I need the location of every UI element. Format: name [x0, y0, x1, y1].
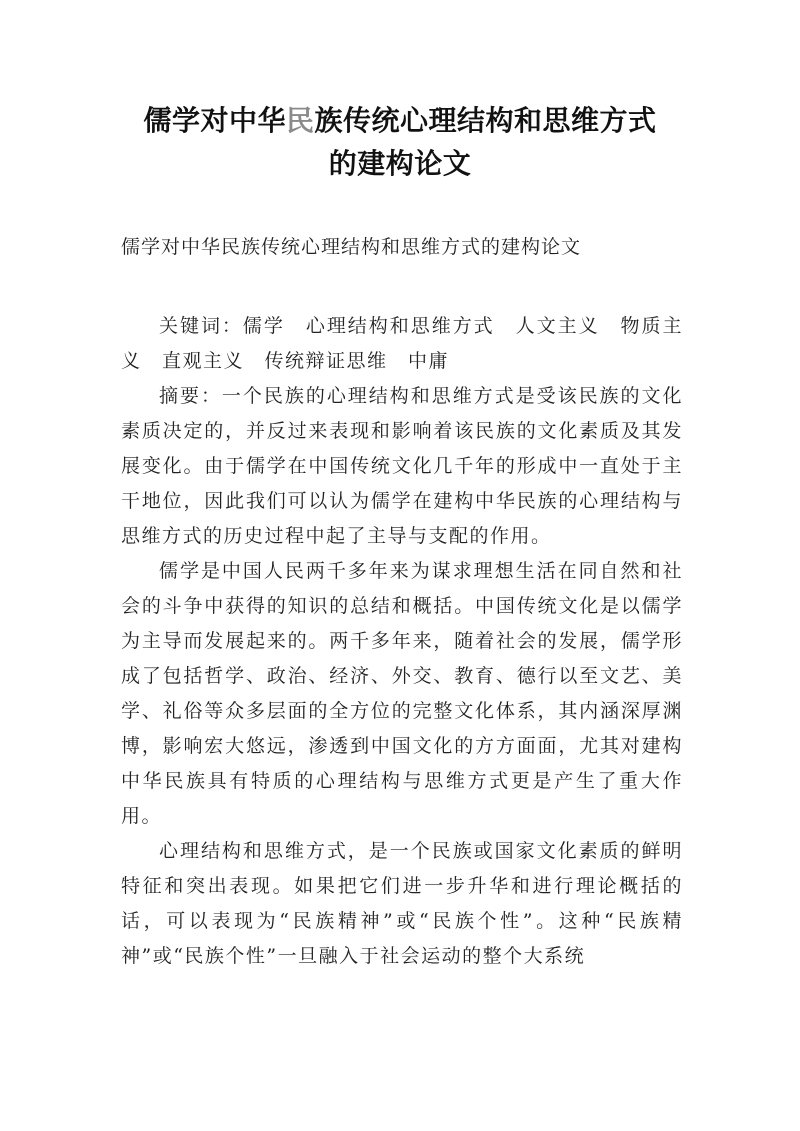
document-subtitle: 儒学对中华民族传统心理结构和思维方式的建构论文	[121, 236, 582, 258]
body-paragraph-2: 心理结构和思维方式，是一个民族或国家文化素质的鲜明特征和突出表现。如果把它们进一步升华和进行理论概括的话，可以表现为“民族精神”或“民族个性”。这种“民族精神”或“民族个性”一旦融入于社会运动的整个大系统	[121, 840, 683, 967]
title-highlighted-char: 民	[285, 104, 315, 137]
document-body	[121, 309, 683, 974]
title-text-end: 族传统心理结构和思维方式	[314, 104, 657, 137]
title-text-start: 儒学对中华	[143, 104, 286, 137]
body-paragraph-1: 儒学是中国人民两千多年来为谋求理想生活在同自然和社会的斗争中获得的知识的总结和概括。中国传统文化是以儒学为主导而发展起来的。两千多年来，随着社会的发展，儒学形成了包括哲学、政治、经济、外交、教育、德行以至文艺、美学、礼俗等众多层面的全方位的完整文化体系，其内涵深厚渊博，影响宏大悠远，渗透到中国文化的方方面面，尤其对建构中华民族具有特质的心理结构与思维方式更是产生了重大作用。	[121, 560, 683, 827]
document-title-line-2: 的建构论文	[328, 147, 472, 180]
abstract-paragraph: 摘要：一个民族的心理结构和思维方式是受该民族的文化素质决定的，并反过来表现和影响着该民族的文化素质及其发展变化。由于儒学在中国传统文化几千年的形成中一直处于主干地位，因此我们可以认为儒学在建构中华民族的心理结构与思维方式的历史过程中起了主导与支配的作用。	[121, 385, 683, 547]
document-title-line-1	[60, 98, 740, 144]
keywords-paragraph: 关键词：儒学 心理结构和思维方式 人文主义 物质主义 直观主义 传统辩证思维 中庸	[121, 315, 683, 372]
